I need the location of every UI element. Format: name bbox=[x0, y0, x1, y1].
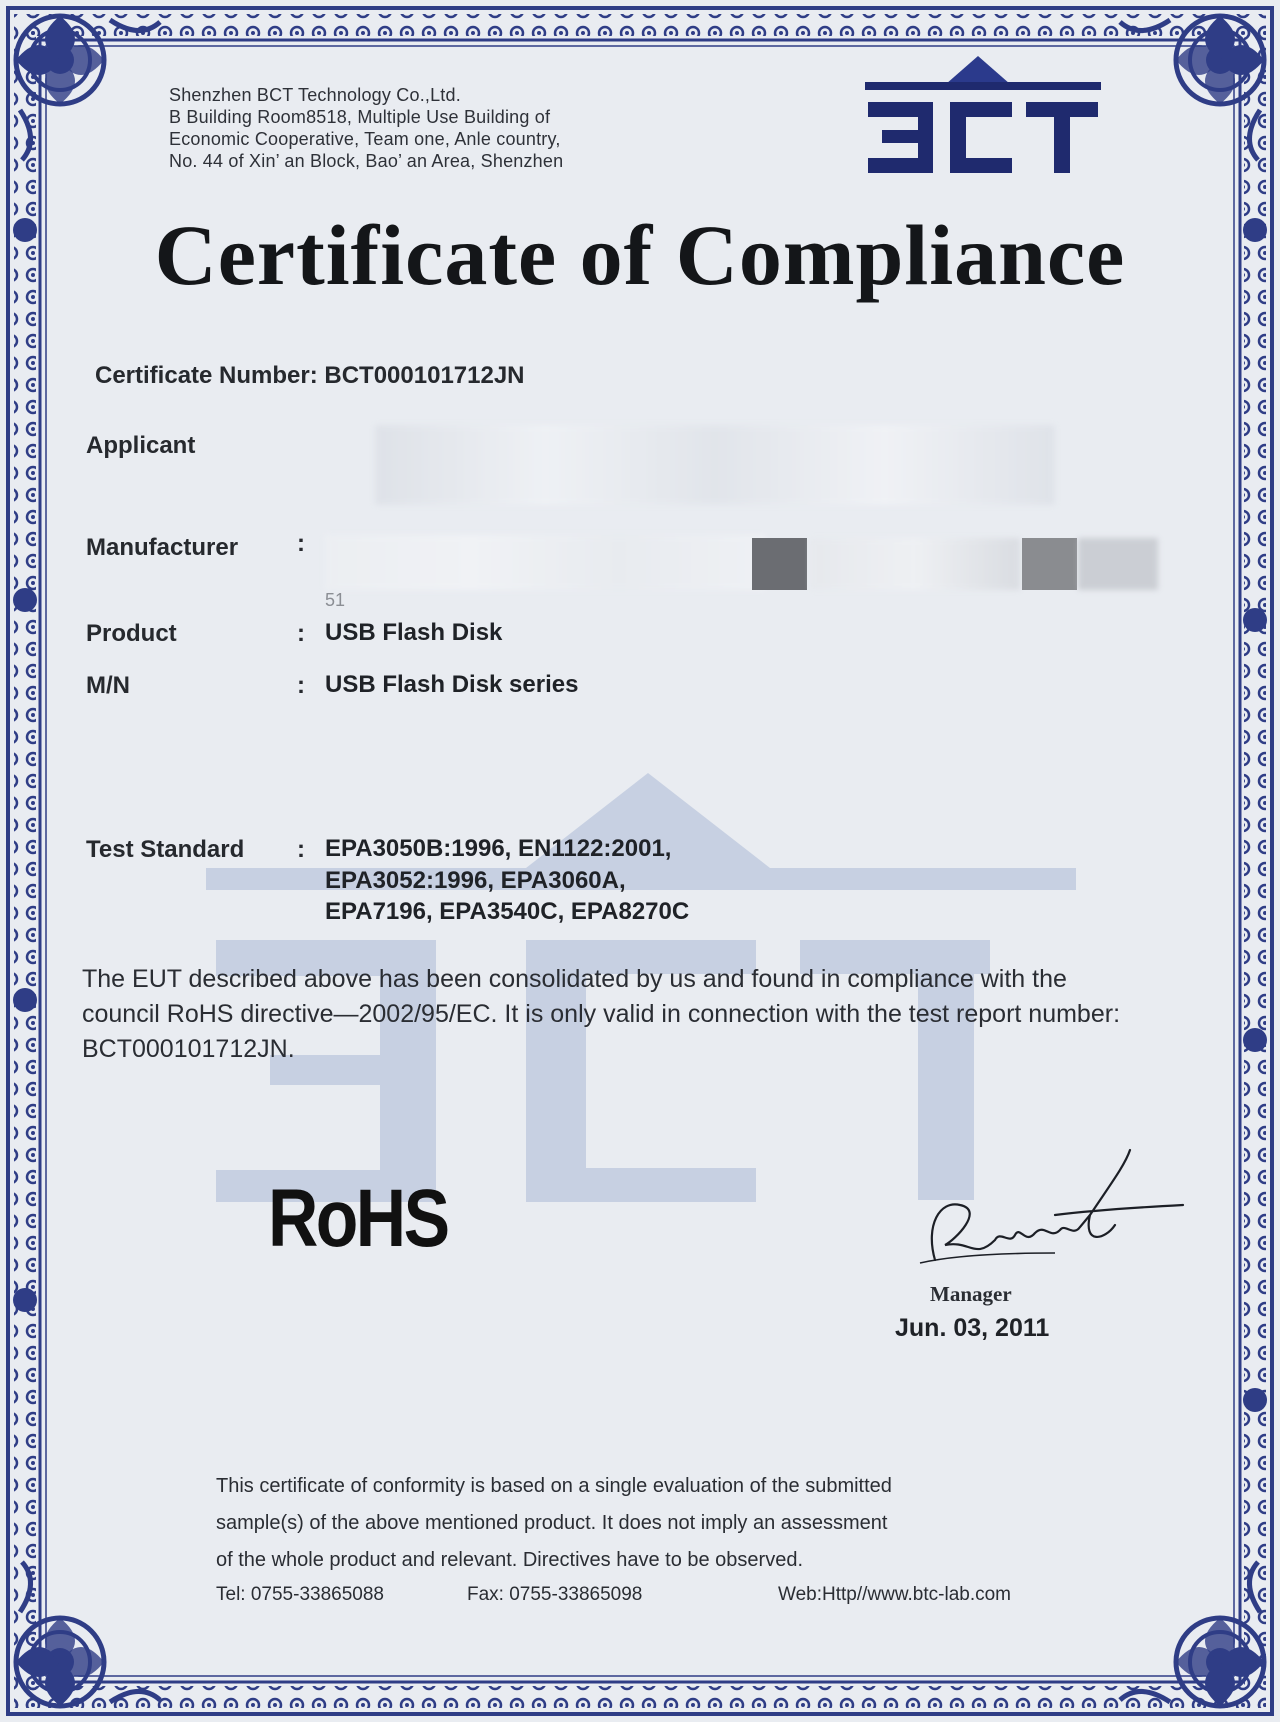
contact-tel: Tel: 0755-33865088 bbox=[216, 1584, 384, 1605]
mn-label: M/N bbox=[86, 672, 130, 699]
statement-line-3: BCT000101712JN. bbox=[82, 1035, 295, 1063]
certificate-number: Certificate Number: BCT000101712JN bbox=[95, 362, 525, 389]
contact-fax: Fax: 0755-33865098 bbox=[467, 1584, 643, 1605]
manufacturer-redacted-block-1 bbox=[752, 538, 807, 590]
product-label: Product bbox=[86, 620, 177, 647]
contact-web: Web:Http//www.btc-lab.com bbox=[778, 1584, 1012, 1605]
signatory-role: Manager bbox=[930, 1282, 1012, 1306]
statement-line-1: The EUT described above has been consolidated by us and found in compliance with the bbox=[82, 965, 1067, 993]
manufacturer-redacted-right bbox=[1078, 538, 1158, 590]
product-colon: : bbox=[297, 620, 305, 647]
mn-colon: : bbox=[297, 672, 305, 699]
test-standard-line-2: EPA3052:1996, EPA3060A, bbox=[325, 867, 626, 894]
test-standard-colon: : bbox=[297, 836, 305, 863]
test-standard-label: Test Standard bbox=[86, 836, 245, 863]
manufacturer-label: Manufacturer bbox=[86, 534, 239, 561]
manufacturer-redacted-left bbox=[325, 535, 765, 590]
statement-line-2: council RoHS directive—2002/95/EC. It is only valid in connection with the test report number: bbox=[82, 1000, 1121, 1028]
certificate-title: Certificate of Compliance bbox=[154, 207, 1126, 303]
company-address-block bbox=[169, 84, 563, 172]
bct-logo bbox=[860, 52, 1105, 182]
manufacturer-partial-text: 51 bbox=[325, 590, 346, 610]
manager-signature bbox=[915, 1145, 1195, 1275]
company-name: Shenzhen BCT Technology Co.,Ltd. bbox=[169, 85, 461, 105]
test-standard-line-3: EPA7196, EPA3540C, EPA8270C bbox=[325, 898, 690, 925]
signing-date: Jun. 03, 2011 bbox=[895, 1314, 1050, 1342]
product-value: USB Flash Disk bbox=[325, 619, 503, 646]
test-standard-line-1: EPA3050B:1996, EN1122:2001, bbox=[325, 835, 672, 862]
address-line-1: B Building Room8518, Multiple Use Building of bbox=[169, 107, 551, 127]
manufacturer-redacted-mid bbox=[810, 538, 1020, 590]
compliance-statement bbox=[82, 962, 1232, 1067]
address-line-2: Economic Cooperative, Team one, Anle country, bbox=[169, 129, 561, 149]
address-line-3: No. 44 of Xin’ an Block, Bao’ an Area, Shenzhen bbox=[169, 151, 564, 171]
disclaimer-line-2: sample(s) of the above mentioned product. It does not imply an assessment bbox=[216, 1512, 888, 1534]
manufacturer-colon: : bbox=[297, 530, 305, 557]
disclaimer-line-1: This certificate of conformity is based on a single evaluation of the submitted bbox=[216, 1475, 892, 1497]
rohs-mark: RoHS bbox=[268, 1173, 448, 1264]
manufacturer-redacted-block-2 bbox=[1022, 538, 1077, 590]
mn-value: USB Flash Disk series bbox=[325, 671, 579, 698]
disclaimer bbox=[216, 1468, 892, 1579]
applicant-redacted bbox=[375, 425, 1055, 505]
disclaimer-line-3: of the whole product and relevant. Directives have to be observed. bbox=[216, 1549, 804, 1571]
applicant-label: Applicant bbox=[86, 432, 196, 459]
